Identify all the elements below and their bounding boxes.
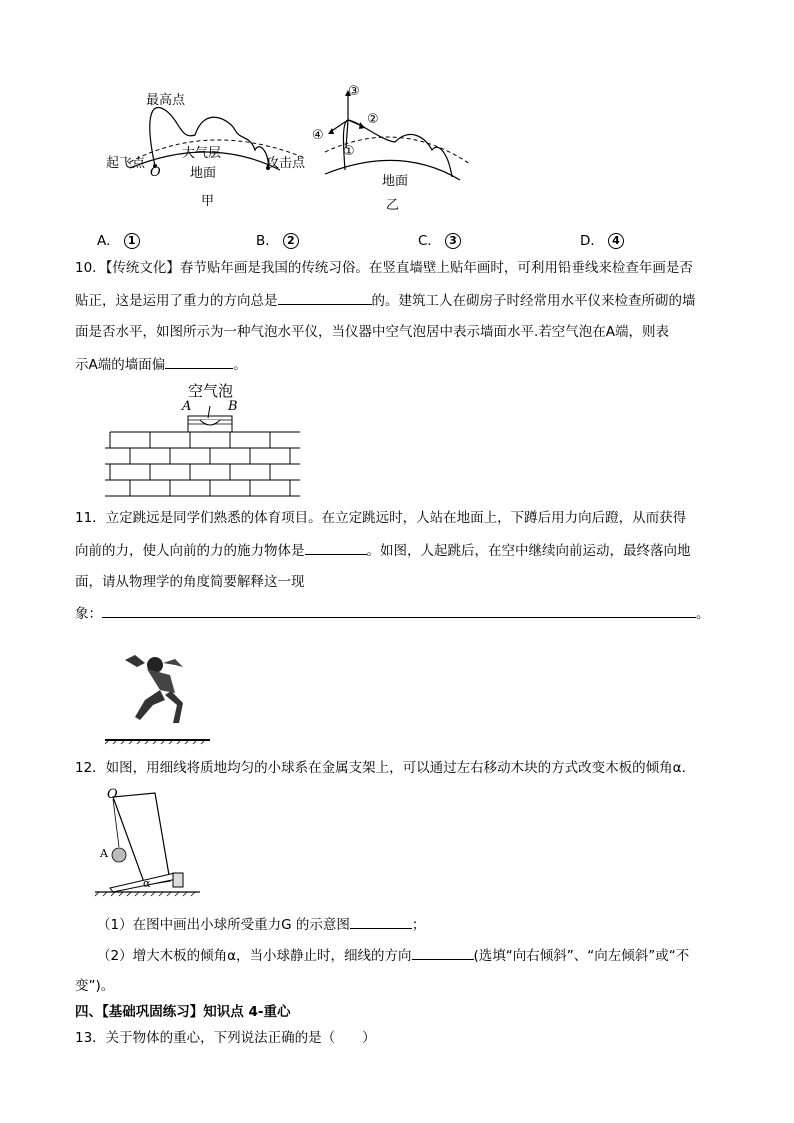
bubble-label: 空气泡 [188, 382, 234, 400]
q12-sub-2: （2）增大木板的倾角α，当小球静止时，细线的方向 (选填“向右倾斜”、“向左倾斜”或“不 [97, 945, 689, 966]
arrow-3-label: ③ [348, 84, 360, 99]
end-a-label: A [182, 399, 192, 414]
q11-line-4: 象： 。 [75, 603, 710, 624]
caption-yi: 乙 [386, 198, 400, 213]
answer-blank[interactable] [278, 290, 372, 305]
angle-alpha-label: α [143, 877, 151, 890]
ground-label-jia: 地面 [190, 166, 217, 181]
long-jump-figure [105, 645, 215, 745]
q10-line-3: 面是否水平，如图所示为一种气泡水平仪，当仪器中空气泡居中表示墙面水平.若空气泡在A端，则表 [75, 324, 670, 340]
pivot-o-label: O [107, 787, 118, 802]
q12-sub-2-cont: 变”)。 [75, 978, 115, 994]
figure-yi [310, 82, 485, 212]
q11-line-2: 向前的力，使人向前的力的施力物体是 。如图，人起跳后，在空中继续向前运动，最终落向地 [75, 540, 691, 561]
q11-line-3: 面，请从物理学的角度简要解释这一现 [75, 574, 305, 590]
q12-line-1: 12．如图，用细线将质地均匀的小球系在金属支架上，可以通过左右移动木块的方式改变木板的倾角α. [75, 760, 686, 776]
arrow-1-label: ① [343, 144, 355, 159]
option-a[interactable]: A． 1 [97, 229, 140, 249]
answer-blank[interactable] [350, 914, 412, 929]
circled-number: 4 [608, 233, 624, 249]
pendulum-figure [95, 785, 205, 897]
section-4-heading: 四、【基础巩固练习】知识点 4-重心 [75, 1004, 291, 1020]
answer-blank[interactable] [412, 945, 474, 960]
q10-line-1: 10．【传统文化】春节贴年画是我国的传统习俗。在竖直墙壁上贴年画时，可利用铅垂线来检查年画是否 [75, 260, 693, 276]
arrow-4-label: ④ [312, 128, 324, 143]
option-d[interactable]: D． 4 [580, 229, 624, 249]
end-b-label: B [228, 399, 238, 414]
trajectory-diagram-yi [310, 82, 485, 212]
option-c[interactable]: C． 3 [418, 229, 461, 249]
answer-blank[interactable] [165, 354, 233, 369]
caption-jia: 甲 [201, 194, 215, 209]
ball-a-label: A [100, 847, 108, 860]
bubble-level-figure [100, 378, 305, 500]
q10-line-2: 贴正，这是运用了重力的方向总是 的。建筑工人在砌房子时经常用水平仪来检查所砌的墙 [75, 290, 696, 311]
q12-sub-1: （1）在图中画出小球所受重力G 的示意图 ； [97, 914, 425, 935]
circled-number: 2 [283, 233, 299, 249]
option-b[interactable]: B． 2 [256, 229, 299, 249]
atmosphere-label: 大气层 [182, 146, 222, 161]
jumper-illustration [105, 645, 215, 745]
q11-line-1: 11．立定跳远是同学们熟悉的体育项目。在立定跳远时，人站在地面上，下蹲后用力向后蹬，从而获得 [75, 510, 687, 526]
ground-label-yi: 地面 [382, 174, 409, 189]
highest-point-label: 最高点 [146, 93, 186, 108]
q10-line-4: 示A端的墙面偏 。 [75, 354, 247, 375]
arrow-2-label: ② [367, 112, 379, 127]
answer-blank[interactable] [102, 603, 696, 618]
attack-point-label: 攻击点 [266, 156, 306, 171]
answer-blank[interactable] [305, 540, 367, 555]
origin-label: O [150, 165, 161, 180]
circled-number: 1 [124, 233, 140, 249]
circled-number: 3 [445, 233, 461, 249]
takeoff-label: 起飞点 [106, 156, 146, 171]
q13-line-1: 13．关于物体的重心，下列说法正确的是（ ） [75, 1030, 376, 1046]
figure-jia [100, 80, 320, 210]
